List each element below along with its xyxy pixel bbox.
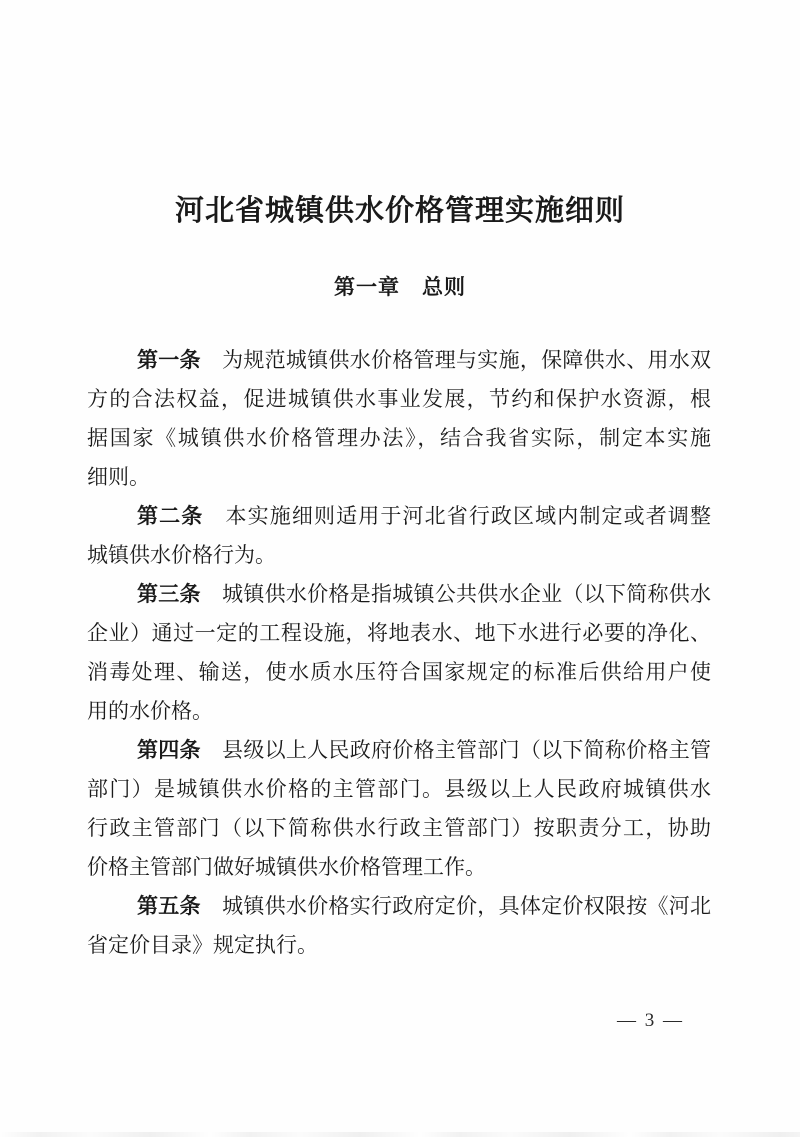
article-paragraph	[87, 575, 711, 731]
article-paragraph	[87, 887, 711, 965]
text-line: 第四条 县级以上人民政府价格主管部门（以下简称价格主管	[137, 738, 712, 762]
text-line: 部门）是城镇供水价格的主管部门。县级以上人民政府城镇供水	[87, 777, 711, 801]
document-title: 河北省城镇供水价格管理实施细则	[174, 195, 625, 227]
article-number-label: 第一条	[137, 349, 201, 372]
article-paragraph	[87, 731, 711, 887]
text-line: 第二条 本实施细则适用于河北省行政区域内制定或者调整	[137, 504, 712, 528]
text-line: 价格主管部门做好城镇供水价格管理工作。	[87, 855, 486, 879]
chapter-heading: 第一章 总则	[334, 276, 466, 299]
text-line: 第三条 城镇供水价格是指城镇公共供水企业（以下简称供水	[137, 582, 712, 606]
article-paragraph	[87, 497, 711, 575]
article-paragraph	[87, 341, 711, 497]
text-line: 第一条 为规范城镇供水价格管理与实施，保障供水、用水双	[137, 348, 712, 372]
text-line: 细则。	[87, 465, 150, 489]
article-number-label: 第二条	[137, 505, 204, 528]
text-line: 第五条 城镇供水价格实行政府定价，具体定价权限按《河北	[137, 894, 712, 918]
text-line: 行政主管部门（以下简称供水行政主管部门）按职责分工，协助	[87, 816, 711, 840]
text-line: 方的合法权益，促进城镇供水事业发展，节约和保护水资源，根	[87, 387, 711, 411]
text-line: 据国家《城镇供水价格管理办法》，结合我省实际，制定本实施	[87, 426, 711, 450]
article-number-label: 第五条	[137, 895, 201, 918]
text-line: 省定价目录》规定执行。	[87, 933, 318, 957]
article-number-label: 第三条	[137, 583, 201, 606]
scan-edge-artifact	[0, 1132, 800, 1137]
text-line: 用的水价格。	[87, 699, 213, 723]
article-number-label: 第四条	[137, 739, 201, 762]
text-line: 企业）通过一定的工程设施，将地表水、地下水进行必要的净化、	[87, 621, 711, 645]
page-number: — 3 —	[617, 1010, 684, 1031]
text-line: 城镇供水价格行为。	[87, 543, 276, 567]
text-line: 消毒处理、输送，使水质水压符合国家规定的标准后供给用户使	[87, 660, 711, 684]
document-body	[87, 341, 711, 965]
